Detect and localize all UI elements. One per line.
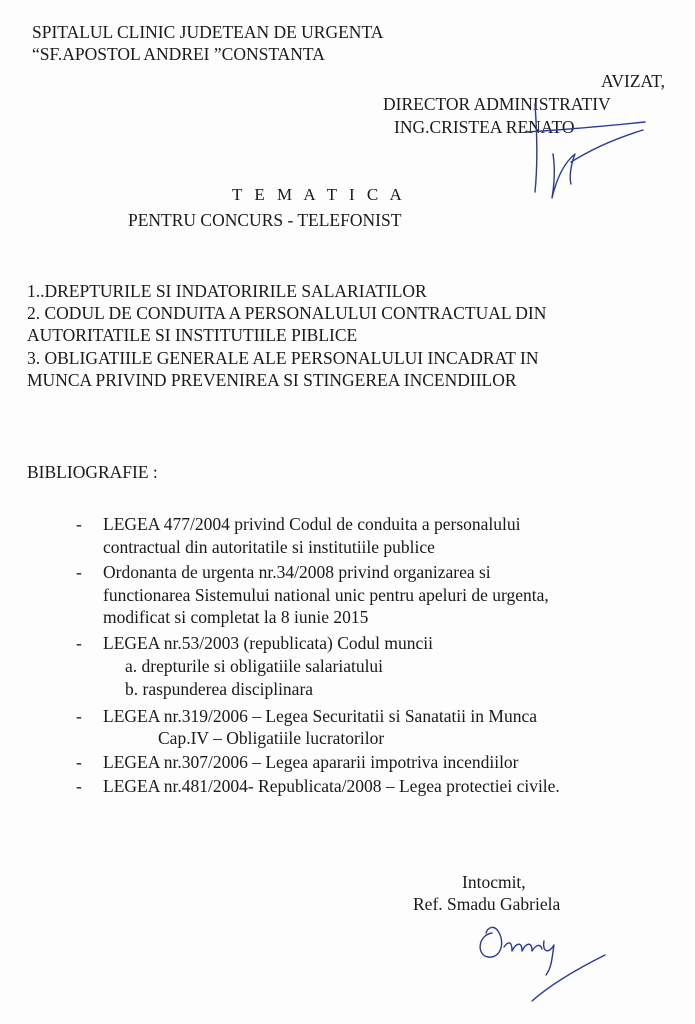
document-title: T E M A T I C A	[232, 185, 406, 204]
bullet-dash: -	[76, 562, 82, 582]
bib-item-3-line-1: LEGEA nr.53/2003 (republicata) Codul muncii	[103, 633, 434, 653]
bib-item-2-line-3: modificat si completat la 8 iunie 2015	[103, 607, 369, 627]
footer-intocmit: Intocmit,	[462, 872, 526, 892]
bib-sub-item-b: b. raspunderea disciplinara	[125, 679, 314, 699]
topic-line-3: AUTORITATILE SI INSTITUTIILE PIBLICE	[27, 325, 358, 345]
bib-item-1-line-2: contractual din autoritatile si institutiile publice	[103, 537, 435, 557]
topic-line-4: 3. OBLIGATIILE GENERALE ALE PERSONALULUI INCADRAT IN	[27, 348, 539, 368]
approval-name: ING.CRISTEA RENATO	[394, 117, 575, 137]
bib-item-1-line-1: LEGEA 477/2004 privind Codul de conduita a personalului	[103, 514, 521, 534]
bullet-dash: -	[76, 752, 82, 772]
bibliography-heading: BIBLIOGRAFIE :	[27, 462, 158, 482]
footer-author: Ref. Smadu Gabriela	[413, 894, 561, 914]
bullet-dash: -	[76, 776, 82, 796]
bib-sub-item-a: a. drepturile si obligatiile salariatului	[125, 656, 384, 676]
institution-line-1: SPITALUL CLINIC JUDETEAN DE URGENTA	[32, 22, 384, 42]
bib-item-6-line-1: LEGEA nr.481/2004- Republicata/2008 – Legea protectiei civile.	[103, 776, 560, 796]
bullet-dash: -	[76, 706, 82, 726]
approval-avizat: AVIZAT,	[600, 71, 665, 91]
bib-sub-item-cap: Cap.IV – Obligatiile lucratorilor	[158, 728, 385, 748]
director-signature	[505, 92, 655, 212]
bib-item-5-line-1: LEGEA nr.307/2006 – Legea apararii impotriva incendiilor	[103, 752, 519, 772]
bib-item-2-line-1: Ordonanta de urgenta nr.34/2008 privind organizarea si	[103, 562, 491, 582]
author-signature	[470, 915, 620, 1005]
bullet-dash: -	[76, 633, 82, 653]
bib-item-4-line-1: LEGEA nr.319/2006 – Legea Securitatii si Sanatatii in Munca	[103, 706, 538, 726]
topic-line-1: 1..DREPTURILE SI INDATORIRILE SALARIATILOR	[27, 281, 427, 301]
topic-line-5: MUNCA PRIVIND PREVENIREA SI STINGEREA INCENDIILOR	[27, 370, 517, 390]
bullet-dash: -	[76, 514, 82, 534]
topic-line-2: 2. CODUL DE CONDUITA A PERSONALULUI CONTRACTUAL DIN	[27, 303, 547, 323]
institution-line-2: “SF.APOSTOL ANDREI ”CONSTANTA	[32, 44, 325, 64]
approval-role: DIRECTOR ADMINISTRATIV	[383, 94, 611, 114]
document-subtitle: PENTRU CONCURS - TELEFONIST	[128, 210, 402, 230]
bib-item-2-line-2: functionarea Sistemului national unic pentru apeluri de urgenta,	[103, 585, 549, 605]
